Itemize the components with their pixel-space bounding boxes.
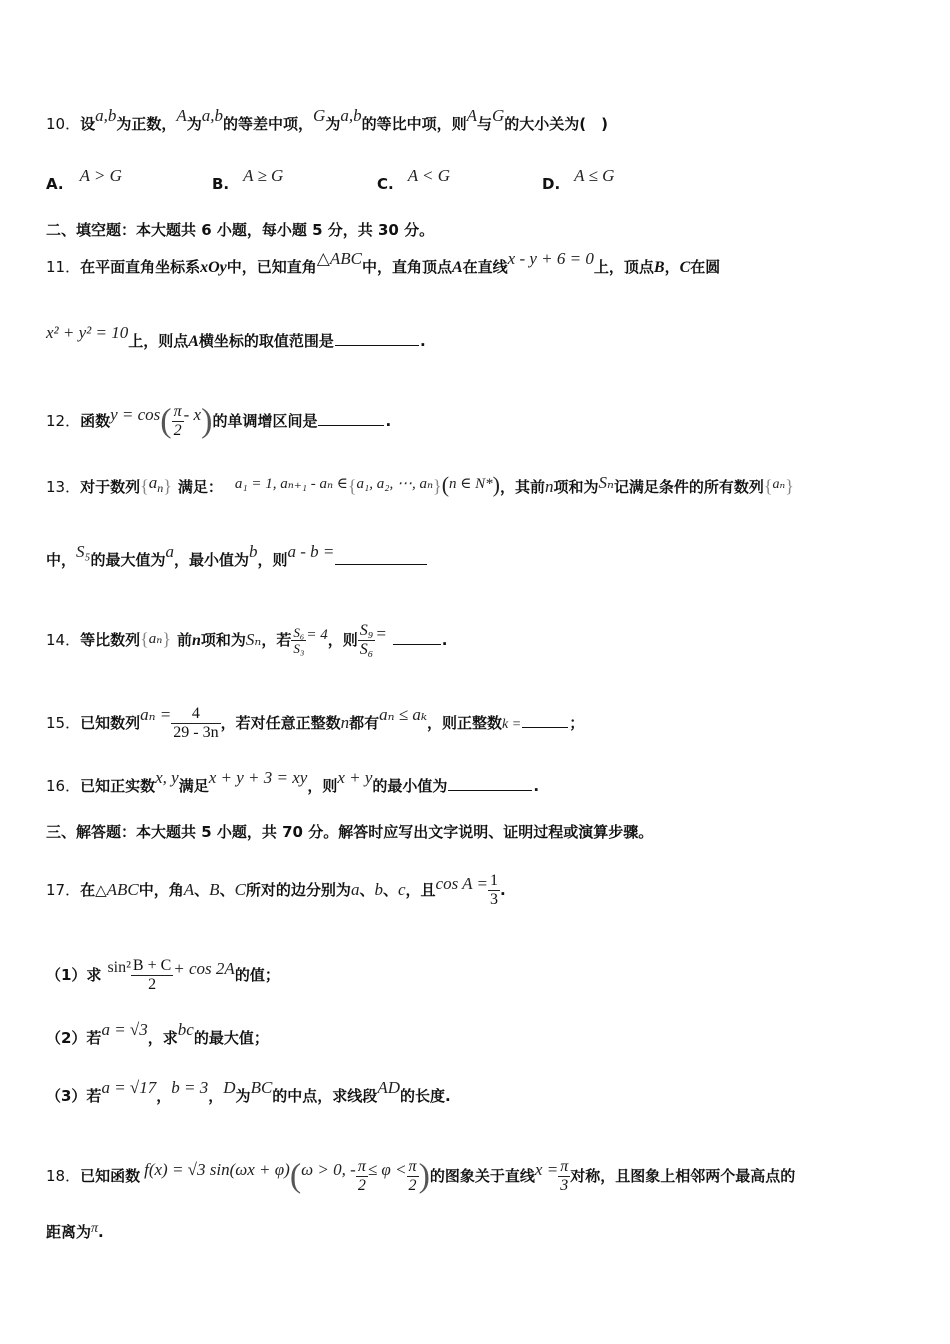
answer-blank xyxy=(335,550,427,565)
q10-number: 10． xyxy=(46,115,81,133)
q12-line: 12．函数y = cos( $\frac{\pi}{2}$ - x)的单调增区间是 . xyxy=(46,402,392,440)
answer-blank xyxy=(393,630,441,645)
answer-blank xyxy=(335,331,419,346)
q15-line: 15．已知数列aₙ = $\frac{4}{29 - 3n}$ ，若对任意正整数n都有aₙ ≤ aₖ，则正整数k = ； xyxy=(46,705,585,741)
q10-option-c: C. A < G xyxy=(377,166,451,193)
q10-option-a: A. A > G xyxy=(46,166,122,193)
q16-line: 16．已知正实数x, y满足x + y + 3 = xy，则x + y的最小值为 . xyxy=(46,768,540,795)
q11-line-1: 11．在平面直角坐标系xOy中，已知直角△ABC中，直角顶点A在直线x - y + 6 = 0上，顶点B，C在圆 xyxy=(46,249,721,276)
q17-line: 17．在△ABC中，角A、B、C所对的边分别为a、b、c，且cos A = $\frac{1}{3}$ . xyxy=(46,872,506,908)
q13-line-2: 中，S₅的最大值为a，最小值为b，则a - b = xyxy=(46,550,428,570)
section-2-heading: 二、填空题：本大题共 6 小题，每小题 5 分，共 30 分。 xyxy=(46,221,435,239)
answer-blank xyxy=(522,713,568,728)
q18-line-1: 18．已知函数 f(x) = √3 sin(ωx + φ)(ω > 0, - $\frac{\pi}{2}$ ≤ φ < $\frac{\pi}{2}$ )的图象关于直线x = $\frac{\pi}{3}$ 对称，且图象上相邻两个最高点的 xyxy=(46,1157,796,1195)
q17-part-2: （2）若a = √3，求bc的最大值； xyxy=(46,1020,269,1047)
q11-line-2: x² + y² = 10上，则点A横坐标的取值范围是 . xyxy=(46,323,426,350)
q18-line-2: 距离为π. xyxy=(46,1221,104,1241)
answer-blank xyxy=(448,776,532,791)
q14-line: 14．等比数列{aₙ} 前n项和为Sₙ，若 $\frac{\text{S₆}}{\text{S₃}}$ = 4，则 $\frac{\text{S₉}}{\text{S₆}}$ = . xyxy=(46,622,448,658)
q10-line: 10．设a,b为正数，A为a,b的等差中项，G为a,b的等比中项，则A与G的大小关为( ) xyxy=(46,106,609,133)
q13-line-1: 13．对于数列{an} 满足： a₁ = 1, aₙ₊₁ - aₙ ∈{a₁, a₂, ⋯, aₙ}(n ∈ N*)，其前n项和为Sₙ记满足条件的所有数列{aₙ} xyxy=(46,472,794,497)
q10-option-d: D. A ≤ G xyxy=(542,166,615,193)
section-3-heading: 三、解答题：本大题共 5 小题，共 70 分。解答时应写出文字说明、证明过程或演算步骤。 xyxy=(46,823,654,841)
q10-option-b: B. A ≥ G xyxy=(212,166,284,193)
q17-part-1: （1）求 sin² $\frac{B + C}{2}$ + cos 2A的值； xyxy=(46,957,280,993)
q17-part-3: （3）若a = √17，b = 3，D为BC的中点，求线段AD的长度. xyxy=(46,1078,451,1105)
answer-blank xyxy=(318,411,384,426)
